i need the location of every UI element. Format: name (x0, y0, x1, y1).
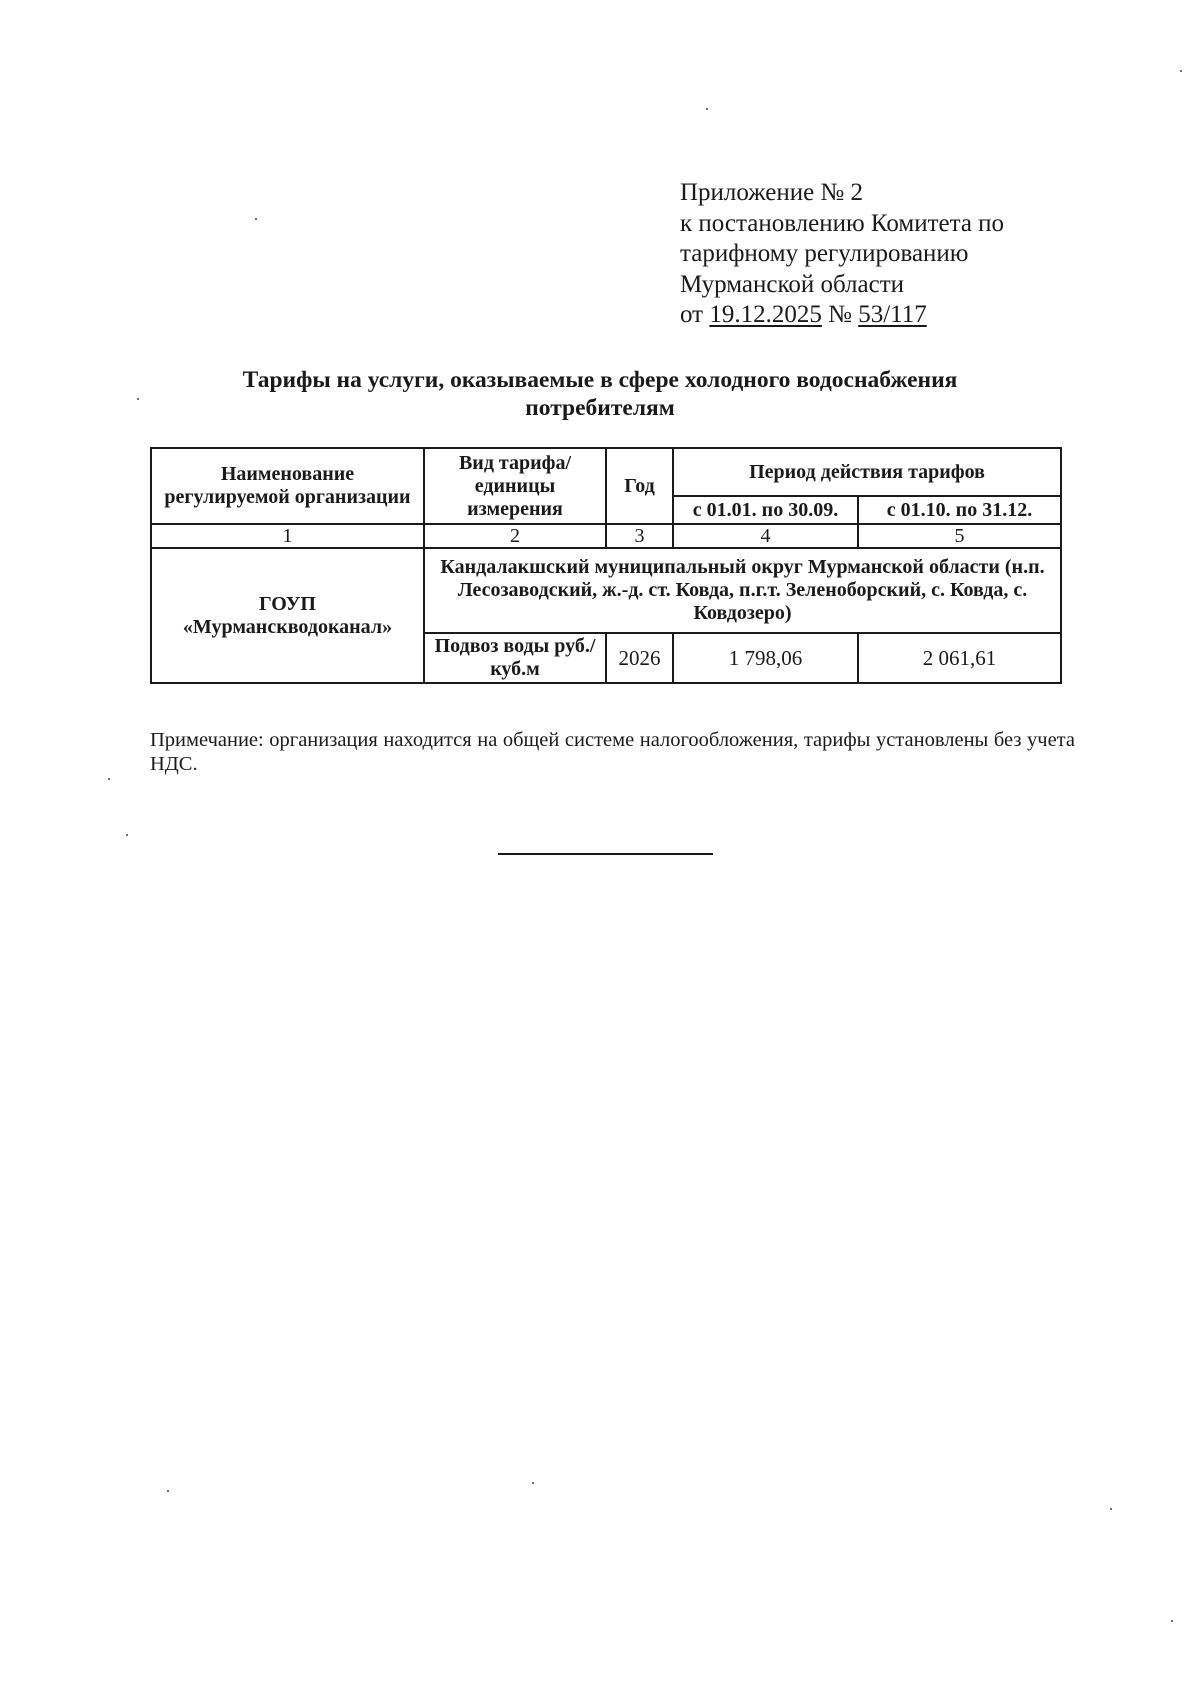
scan-speck (1171, 1620, 1173, 1622)
column-number-3: 3 (606, 524, 673, 548)
header-tariff-type: Вид тарифа/единицы измерения (424, 448, 606, 524)
end-rule (498, 853, 713, 855)
territory-row (151, 548, 1061, 633)
header-row (151, 448, 1061, 496)
header-period-2: с 01.10. по 31.12. (858, 496, 1061, 524)
note: Примечание: организация находится на общей системе налогообложения, тарифы установлены без учета НДС. (150, 729, 1075, 775)
scan-speck (706, 108, 708, 110)
header-period-1: с 01.01. по 30.09. (673, 496, 858, 524)
appendix-block (680, 178, 1100, 331)
appendix-line-3: тарифному регулированию (680, 240, 969, 267)
header-period: Период действия тарифов (673, 448, 1061, 496)
header-year: Год (606, 448, 673, 524)
appendix-date-line (680, 300, 1100, 331)
scan-speck (1180, 70, 1182, 72)
column-number-row (151, 524, 1061, 548)
title-line-1: Тарифы на услуги, оказываемые в сфере холодного водоснабжения (242, 367, 958, 393)
resolution-number: 53/117 (858, 301, 927, 328)
scan-speck (1110, 1508, 1112, 1510)
column-number-4: 4 (673, 524, 858, 548)
resolution-date: 19.12.2025 (709, 301, 822, 328)
appendix-line-2: к постановлению Комитета по (680, 209, 1005, 237)
scan-speck (167, 1490, 169, 1492)
column-number-2: 2 (424, 524, 606, 548)
appendix-line-1: Приложение № 2 (680, 179, 864, 206)
date-prefix: от (680, 301, 710, 328)
period-1-value: 1 798,06 (673, 633, 858, 683)
scan-speck (532, 1482, 534, 1484)
tariff-type-cell: Подвоз воды руб./куб.м (424, 633, 606, 683)
scan-speck (137, 398, 139, 400)
scan-speck (108, 778, 110, 780)
tariff-table (150, 447, 1062, 684)
organization-name: ГОУП «Мурманскводоканал» (151, 548, 424, 683)
appendix-line-4: Мурманской области (680, 270, 905, 298)
territory-name: Кандалакшский муниципальный округ Мурманской области (н.п. Лесозаводский, ж.-д. ст. Ковда, п.г.т. Зеленоборский, с. Ковда, с. Ковдозеро) (424, 548, 1061, 633)
column-number-1: 1 (151, 524, 424, 548)
scan-speck (126, 834, 128, 836)
column-number-5: 5 (858, 524, 1061, 548)
number-prefix: № (821, 301, 859, 328)
scan-speck (255, 218, 257, 220)
document-title (150, 366, 1050, 422)
period-2-value: 2 061,61 (858, 633, 1061, 683)
title-line-2: потребителям (525, 395, 675, 421)
year-cell: 2026 (606, 633, 673, 683)
header-organization: Наименование регулируемой организации (151, 448, 424, 524)
